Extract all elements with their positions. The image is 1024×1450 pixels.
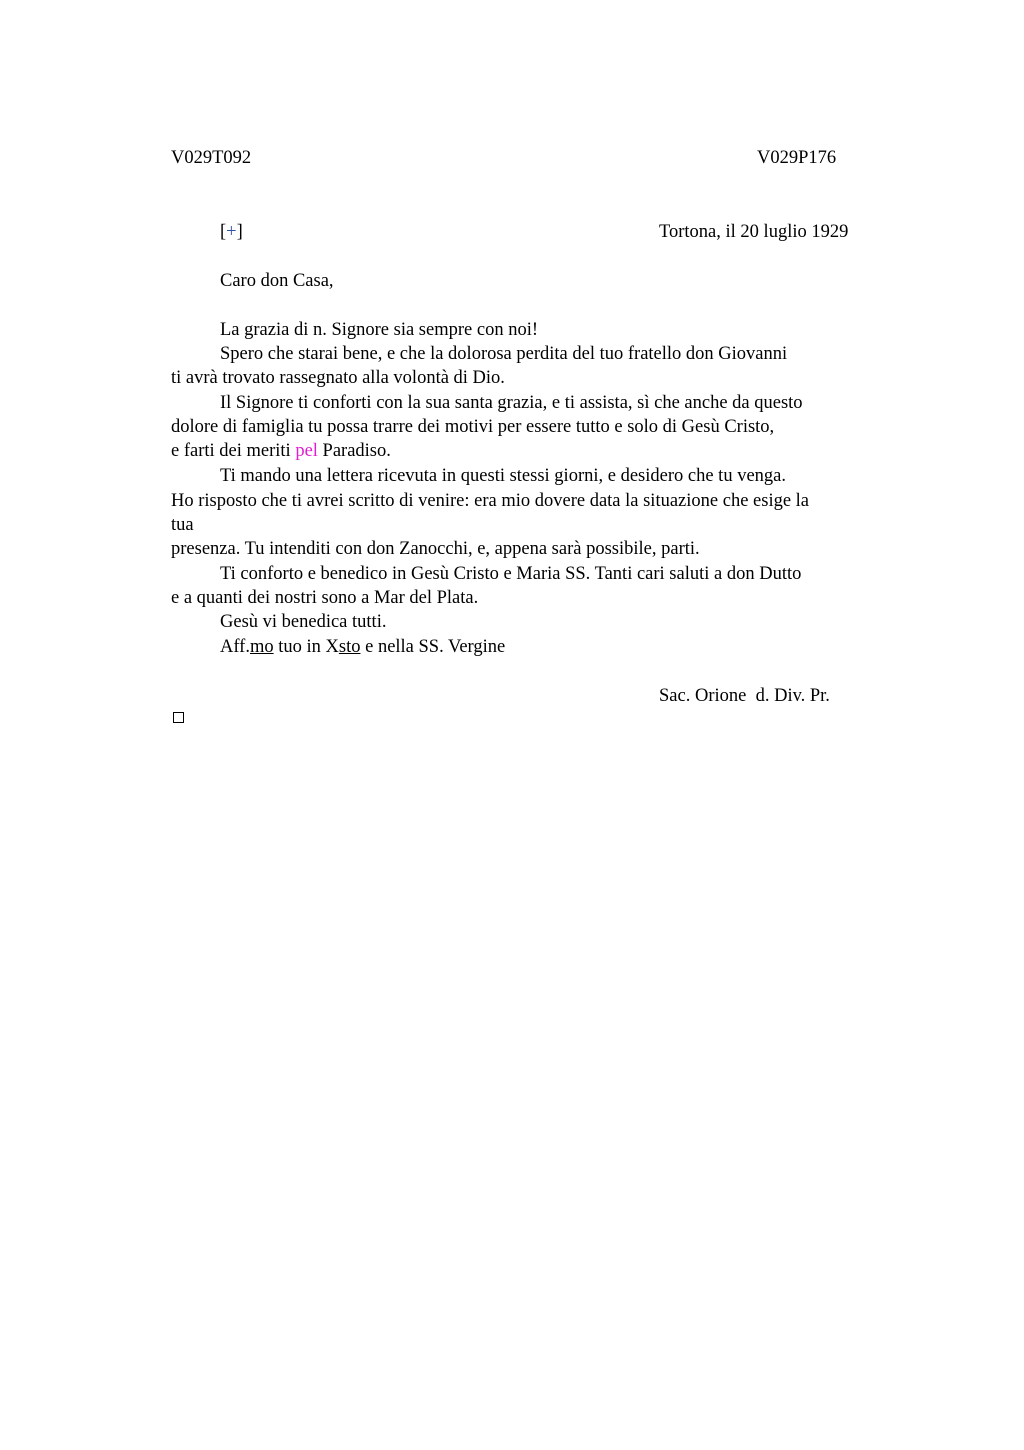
text-run: Aff.	[220, 637, 250, 657]
closing-line	[220, 635, 505, 659]
text-run: Paradiso.	[317, 441, 391, 461]
paragraph-line: Il Signore ti conforti con la sua santa grazia, e ti assista, sì che anche da questo	[220, 393, 803, 413]
paragraph-line: Ho risposto che ti avrei scritto di venire: era mio dovere data la situazione che esige la	[171, 491, 810, 511]
paragraph-line: Spero che starai bene, e che la dolorosa perdita del tuo fratello don Giovanni	[220, 344, 788, 364]
paragraph-line	[171, 439, 391, 463]
end-marker-square-icon	[173, 712, 184, 723]
paragraph-line: tua	[171, 515, 194, 535]
cross-mark	[220, 220, 243, 244]
underlined-abbreviation: sto	[338, 637, 361, 657]
paragraph-line: ti avrà trovato rassegnato alla volontà di Dio.	[171, 368, 505, 388]
underlined-abbreviation: mo	[249, 637, 274, 657]
signature: Sac. Orione d. Div. Pr.	[659, 686, 830, 706]
paragraph-line: Ti conforto e benedico in Gesù Cristo e Maria SS. Tanti cari saluti a don Dutto	[220, 564, 802, 584]
paragraph-line: Ti mando una lettera ricevuta in questi stessi giorni, e desidero che tu venga.	[220, 466, 786, 486]
text-run: tuo in X	[273, 637, 339, 657]
salutation: Caro don Casa,	[220, 271, 334, 291]
cross-icon: +	[226, 222, 237, 242]
paragraph-line: Gesù vi benedica tutti.	[220, 612, 387, 632]
text-run: e nella SS. Vergine	[360, 637, 506, 657]
bracket-open: [	[220, 222, 227, 242]
paragraph-line: La grazia di n. Signore sia sempre con noi!	[220, 320, 538, 340]
place-date: Tortona, il 20 luglio 1929	[659, 222, 849, 242]
paragraph-line: presenza. Tu intenditi con don Zanocchi, e, appena sarà possibile, parti.	[171, 539, 700, 559]
bracket-close: ]	[236, 222, 243, 242]
text-run: e farti dei meriti	[171, 441, 296, 461]
paragraph-line: e a quanti dei nostri sono a Mar del Plata.	[171, 588, 479, 608]
document-code-right: V029P176	[757, 148, 837, 168]
highlighted-word: pel	[295, 441, 318, 461]
paragraph-line: dolore di famiglia tu possa trarre dei motivi per essere tutto e solo di Gesù Cristo,	[171, 417, 775, 437]
document-code-left: V029T092	[171, 148, 252, 168]
